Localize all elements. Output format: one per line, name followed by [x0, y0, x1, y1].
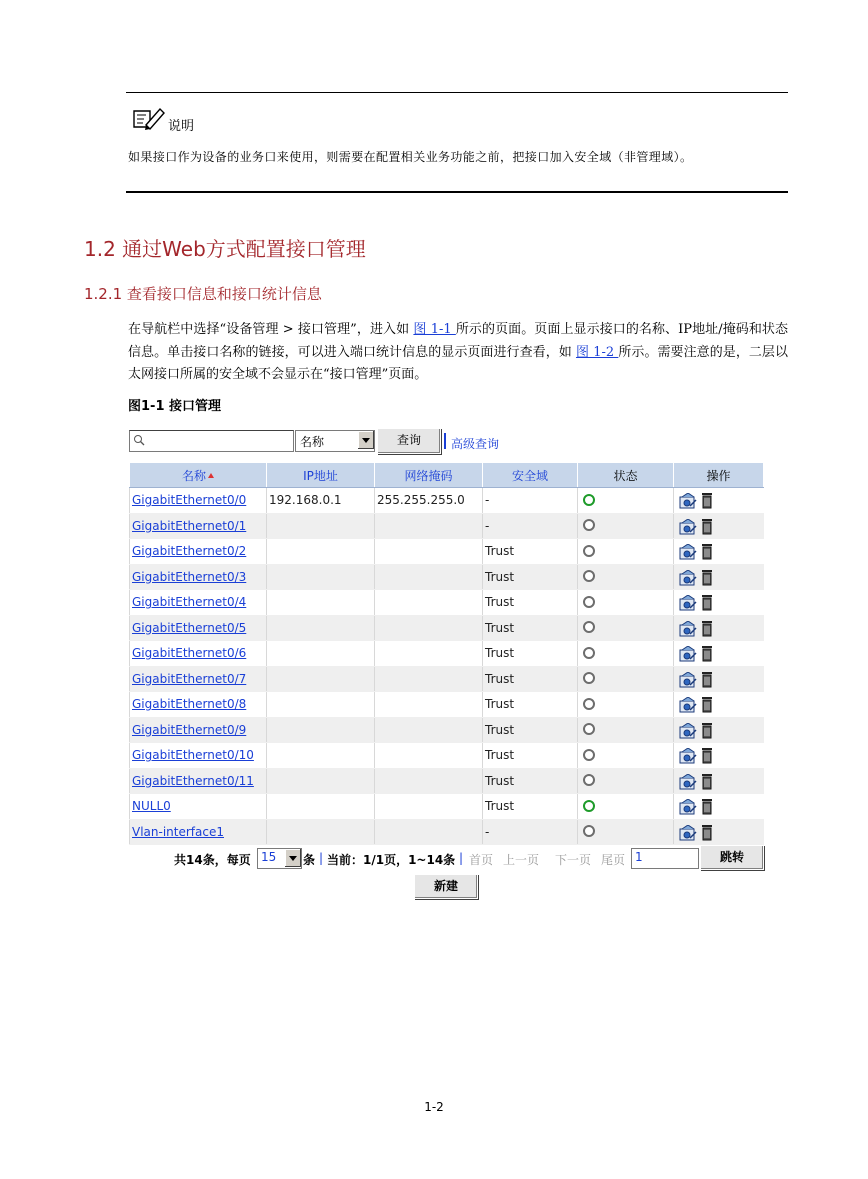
- cell-zone: Trust: [483, 666, 578, 692]
- edit-icon[interactable]: [679, 595, 697, 611]
- col-header-mask[interactable]: 网络掩码: [375, 463, 483, 488]
- cell-name: [130, 615, 267, 641]
- cell-mask: [375, 819, 483, 845]
- edit-icon[interactable]: [679, 723, 697, 739]
- table-row: [130, 564, 764, 590]
- para-text-1: 在导航栏中选择“设备管理 > 接口管理”，进入如: [128, 322, 414, 337]
- cell-name: [130, 794, 267, 820]
- status-down-icon: [583, 774, 595, 786]
- cell-zone: Trust: [483, 794, 578, 820]
- trash-icon[interactable]: [701, 722, 713, 739]
- cell-ip: [267, 564, 375, 590]
- cell-ip: [267, 513, 375, 539]
- query-button[interactable]: 查询: [377, 428, 441, 454]
- status-up-icon: [583, 800, 595, 812]
- cell-ip: 192.168.0.1: [267, 488, 375, 514]
- table-row: [130, 819, 764, 845]
- cell-status: [578, 794, 674, 820]
- cell-ops: [674, 641, 764, 667]
- cell-zone: Trust: [483, 590, 578, 616]
- edit-icon[interactable]: [679, 774, 697, 790]
- cell-status: [578, 564, 674, 590]
- interface-name-link[interactable]: Vlan-interface1: [132, 824, 224, 839]
- cell-name: [130, 590, 267, 616]
- search-input[interactable]: [129, 430, 294, 452]
- cell-name: [130, 641, 267, 667]
- status-down-icon: [583, 596, 595, 608]
- cell-mask: [375, 692, 483, 718]
- cell-ip: [267, 743, 375, 769]
- cell-ops: [674, 590, 764, 616]
- new-button[interactable]: 新建: [414, 874, 478, 899]
- status-down-icon: [583, 723, 595, 735]
- interface-name-link[interactable]: GigabitEthernet0/6: [132, 646, 247, 661]
- trash-icon[interactable]: [701, 543, 713, 560]
- cell-mask: [375, 666, 483, 692]
- table-row: [130, 641, 764, 667]
- interface-name-link[interactable]: GigabitEthernet0/10: [132, 748, 254, 763]
- col-header-zone[interactable]: 安全域: [483, 463, 578, 488]
- para-text-3: 所示。需要注意的是，二层以太网接口所属的安全域不会显示在“接口管理”页面。: [128, 344, 788, 382]
- cell-name: [130, 819, 267, 845]
- interface-name-link[interactable]: GigabitEthernet0/1: [132, 518, 247, 533]
- table-row: [130, 743, 764, 769]
- cell-name: [130, 717, 267, 743]
- cell-zone: Trust: [483, 539, 578, 565]
- interface-name-link[interactable]: GigabitEthernet0/7: [132, 671, 247, 686]
- first-page-link[interactable]: 首页: [469, 853, 494, 867]
- cell-zone: -: [483, 513, 578, 539]
- cell-status: [578, 641, 674, 667]
- cell-status: [578, 513, 674, 539]
- cell-ops: [674, 768, 764, 794]
- per-page-select[interactable]: [257, 848, 302, 869]
- cell-status: [578, 692, 674, 718]
- table-row: [130, 768, 764, 794]
- last-page-link[interactable]: 尾页: [601, 853, 626, 867]
- cell-ops: [674, 666, 764, 692]
- edit-icon[interactable]: [679, 519, 697, 535]
- cell-zone: -: [483, 488, 578, 514]
- edit-icon[interactable]: [679, 672, 697, 688]
- magnifier-icon: [133, 434, 145, 446]
- jump-button[interactable]: 跳转: [700, 845, 764, 870]
- cell-ip: [267, 717, 375, 743]
- table-row: [130, 666, 764, 692]
- cell-mask: [375, 641, 483, 667]
- cell-mask: [375, 564, 483, 590]
- interface-name-link[interactable]: GigabitEthernet0/11: [132, 773, 254, 788]
- cell-ops: [674, 692, 764, 718]
- cell-ops: [674, 488, 764, 514]
- cell-ops: [674, 513, 764, 539]
- subsection-title: 1.2.1 查看接口信息和接口统计信息: [84, 285, 322, 303]
- table-header-row: [130, 463, 764, 488]
- chevron-down-icon[interactable]: [284, 849, 301, 867]
- cell-status: [578, 539, 674, 565]
- col-header-ops: 操作: [674, 463, 764, 488]
- cell-mask: [375, 768, 483, 794]
- cell-zone: Trust: [483, 717, 578, 743]
- cell-name: [130, 743, 267, 769]
- prev-page-link[interactable]: 上一页: [503, 853, 540, 867]
- cell-status: [578, 590, 674, 616]
- trash-icon[interactable]: [701, 594, 713, 611]
- page-number: 1-2: [424, 1100, 444, 1114]
- cell-mask: [375, 590, 483, 616]
- edit-icon[interactable]: [679, 621, 697, 637]
- cell-status: [578, 615, 674, 641]
- cell-zone: Trust: [483, 564, 578, 590]
- status-down-icon: [583, 621, 595, 633]
- status-down-icon: [583, 519, 595, 531]
- pagination-bar: [129, 845, 763, 869]
- trash-icon[interactable]: [701, 620, 713, 637]
- per-page-value: 15: [261, 850, 277, 864]
- cell-mask: [375, 615, 483, 641]
- chevron-down-icon[interactable]: [357, 431, 374, 449]
- note-text: 如果接口作为设备的业务口来使用，则需要在配置相关业务功能之前，把接口加入安全域（非管理域）。: [128, 150, 693, 164]
- status-down-icon: [583, 698, 595, 710]
- cell-ip: [267, 692, 375, 718]
- cell-name: [130, 768, 267, 794]
- page-number-value: 1: [635, 850, 643, 864]
- col-header-name[interactable]: 名称: [130, 463, 267, 488]
- pager-suffix: 条: [303, 853, 316, 867]
- edit-icon[interactable]: [679, 493, 697, 509]
- cell-status: [578, 666, 674, 692]
- cell-zone: -: [483, 819, 578, 845]
- cell-mask: [375, 539, 483, 565]
- interface-name-link[interactable]: GigabitEthernet0/4: [132, 595, 247, 610]
- pager-sep: |: [459, 851, 464, 865]
- edit-icon[interactable]: [679, 646, 697, 662]
- cell-ip: [267, 768, 375, 794]
- trash-icon[interactable]: [701, 798, 713, 815]
- search-field-value: 名称: [300, 435, 325, 449]
- cell-name: [130, 513, 267, 539]
- cell-status: [578, 717, 674, 743]
- figure-link-1-1[interactable]: 图 1-1: [413, 322, 456, 337]
- col-header-ip[interactable]: IP地址: [267, 463, 375, 488]
- cell-ops: [674, 819, 764, 845]
- para-text-2: 所示的页面。页面上显示接口的名称、IP地址/掩码和状态信息。单击接口名称的链接，可以进入端口统计信息的显示页面进行查看，如: [128, 322, 788, 360]
- interface-name-link[interactable]: GigabitEthernet0/3: [132, 569, 247, 584]
- cell-mask: 255.255.255.0: [375, 488, 483, 514]
- note-pencil-icon: [132, 105, 166, 131]
- cell-name: [130, 564, 267, 590]
- note-box: [126, 92, 788, 193]
- cell-mask: [375, 513, 483, 539]
- separator-bar: [444, 433, 446, 449]
- cell-status: [578, 819, 674, 845]
- section-title: 1.2 通过Web方式配置接口管理: [84, 237, 366, 261]
- cell-mask: [375, 794, 483, 820]
- cell-name: [130, 666, 267, 692]
- cell-status: [578, 743, 674, 769]
- cell-ip: [267, 794, 375, 820]
- cell-zone: Trust: [483, 692, 578, 718]
- cell-zone: Trust: [483, 768, 578, 794]
- page-number-input[interactable]: [631, 848, 699, 869]
- table-row: [130, 488, 764, 514]
- cell-name: [130, 692, 267, 718]
- interface-name-link[interactable]: NULL0: [132, 799, 171, 814]
- trash-icon[interactable]: [701, 824, 713, 841]
- trash-icon[interactable]: [701, 747, 713, 764]
- interface-name-link[interactable]: GigabitEthernet0/2: [132, 544, 247, 559]
- trash-icon[interactable]: [701, 773, 713, 790]
- pager-total: 共14条，每页: [174, 853, 251, 867]
- figure-link-1-2[interactable]: 图 1-2: [575, 344, 619, 360]
- cell-ip: [267, 615, 375, 641]
- cell-ip: [267, 641, 375, 667]
- cell-status: [578, 488, 674, 514]
- trash-icon[interactable]: [701, 671, 713, 688]
- status-down-icon: [583, 749, 595, 761]
- pager-sep: |: [319, 851, 324, 865]
- edit-icon[interactable]: [679, 825, 697, 841]
- next-page-link[interactable]: 下一页: [555, 853, 592, 867]
- search-field-select[interactable]: [295, 430, 375, 452]
- status-down-icon: [583, 825, 595, 837]
- trash-icon[interactable]: [701, 518, 713, 535]
- cell-zone: Trust: [483, 615, 578, 641]
- status-down-icon: [583, 570, 595, 582]
- interface-name-link[interactable]: GigabitEthernet0/0: [132, 493, 247, 508]
- status-down-icon: [583, 672, 595, 684]
- cell-zone: Trust: [483, 743, 578, 769]
- cell-status: [578, 768, 674, 794]
- advanced-query-link[interactable]: 高级查询: [451, 437, 500, 451]
- cell-ip: [267, 819, 375, 845]
- cell-ops: [674, 717, 764, 743]
- edit-icon[interactable]: [679, 544, 697, 560]
- trash-icon[interactable]: [701, 569, 713, 586]
- table-row: [130, 717, 764, 743]
- cell-mask: [375, 717, 483, 743]
- table-row: [130, 794, 764, 820]
- trash-icon[interactable]: [701, 696, 713, 713]
- body-paragraph: [128, 319, 788, 387]
- table-row: [130, 692, 764, 718]
- status-down-icon: [583, 545, 595, 557]
- table-row: [130, 539, 764, 565]
- edit-icon[interactable]: [679, 697, 697, 713]
- interface-name-link[interactable]: GigabitEthernet0/9: [132, 722, 247, 737]
- cell-ops: [674, 615, 764, 641]
- cell-name: [130, 539, 267, 565]
- trash-icon[interactable]: [701, 492, 713, 509]
- cell-zone: Trust: [483, 641, 578, 667]
- edit-icon[interactable]: [679, 570, 697, 586]
- sort-up-arrow-icon: [208, 473, 214, 478]
- cell-ops: [674, 539, 764, 565]
- edit-icon[interactable]: [679, 799, 697, 815]
- cell-name: [130, 488, 267, 514]
- table-row: [130, 513, 764, 539]
- interface-table: [129, 462, 764, 845]
- cell-mask: [375, 743, 483, 769]
- cell-ip: [267, 666, 375, 692]
- interface-name-link[interactable]: GigabitEthernet0/5: [132, 620, 247, 635]
- note-title: 说明: [168, 119, 195, 134]
- pager-current: 当前：1/1页，1~14条: [327, 853, 456, 867]
- cell-ops: [674, 743, 764, 769]
- status-up-icon: [583, 494, 595, 506]
- cell-ops: [674, 794, 764, 820]
- table-row: [130, 590, 764, 616]
- table-row: [130, 615, 764, 641]
- interface-name-link[interactable]: GigabitEthernet0/8: [132, 697, 247, 712]
- edit-icon[interactable]: [679, 748, 697, 764]
- col-header-status: 状态: [578, 463, 674, 488]
- cell-ops: [674, 564, 764, 590]
- cell-ip: [267, 590, 375, 616]
- trash-icon[interactable]: [701, 645, 713, 662]
- figure-caption: 图1-1 接口管理: [128, 399, 222, 414]
- cell-ip: [267, 539, 375, 565]
- status-down-icon: [583, 647, 595, 659]
